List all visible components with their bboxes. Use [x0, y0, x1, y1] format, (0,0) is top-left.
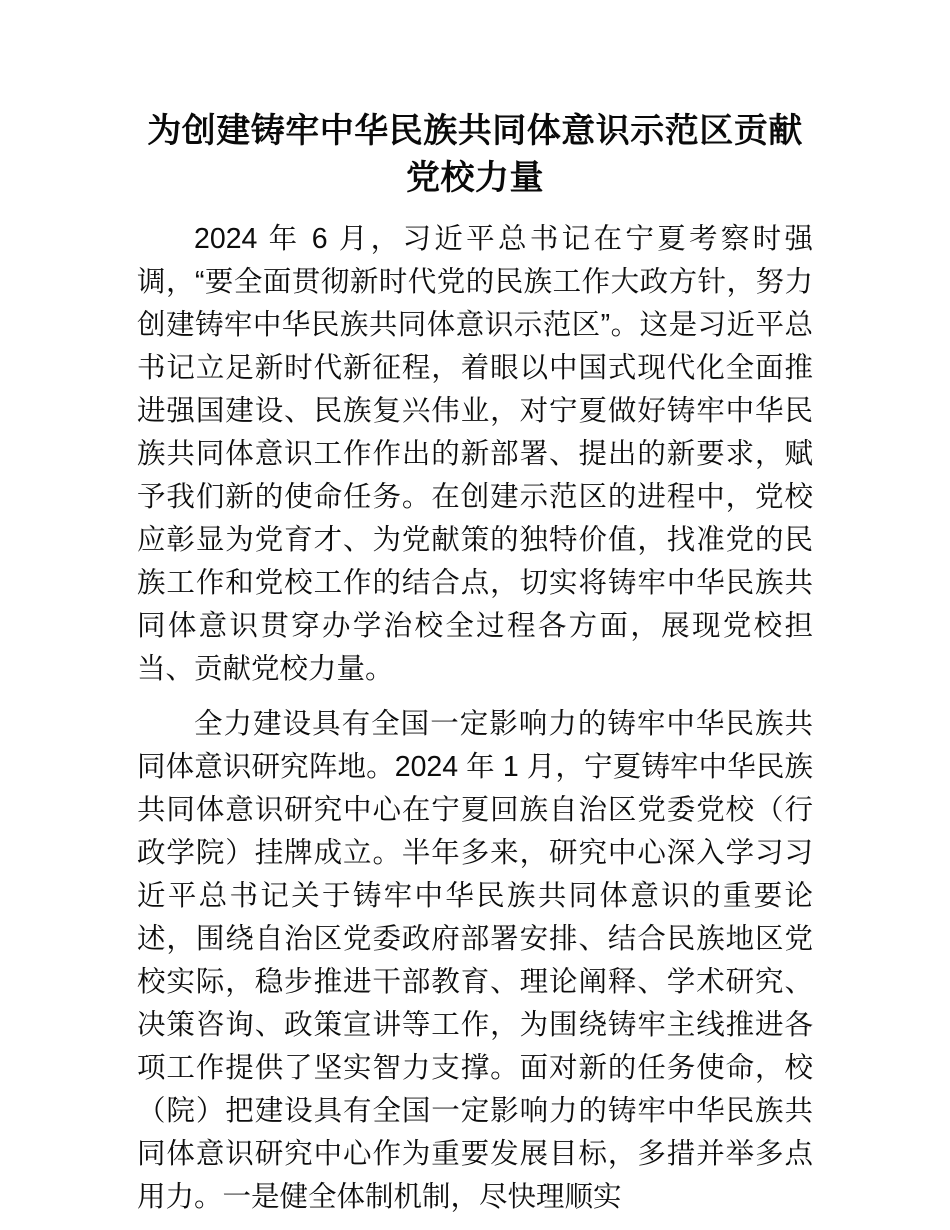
body-paragraph-1: 2024 年 6 月，习近平总书记在宁夏考察时强调，“要全面贯彻新时代党的民族工作大政方针，努力创建铸牢中华民族共同体意识示范区”。这是习近平总书记立足新时代新征程，着眼以中国式现代化全面推进强国建设、民族复兴伟业，对宁夏做好铸牢中华民族共同体意识工作作出的新部署、提出的新要求，赋予我们新的使命任务。在创建示范区的进程中，党校应彰显为党育才、为党献策的独特价值，找准党的民族工作和党校工作的结合点，切实将铸牢中华民族共同体意识贯穿办学治校全过程各方面，展现党校担当、贡献党校力量。 [137, 223, 813, 685]
page-title: 为创建铸牢中华民族共同体意识示范区贡献党校力量 [147, 112, 803, 197]
document-body [137, 108, 813, 1219]
body-paragraph-2: 全力建设具有全国一定影响力的铸牢中华民族共同体意识研究阵地。2024 年 1 月，宁夏铸牢中华民族共同体意识研究中心在宁夏回族自治区党委党校（行政学院）挂牌成立。半年多来，研究中心深入学习习近平总书记关于铸牢中华民族共同体意识的重要论述，围绕自治区党委政府部署安排、结合民族地区党校实际，稳步推进干部教育、理论阐释、学术研究、决策咨询、政策宣讲等工作，为围绕铸牢主线推进各项工作提供了坚实智力支撑。面对新的任务使命，校（院）把建设具有全国一定影响力的铸牢中华民族共同体意识研究中心作为重要发展目标，多措并举多点用力。一是健全体制机制，尽快理顺实 [137, 708, 813, 1213]
